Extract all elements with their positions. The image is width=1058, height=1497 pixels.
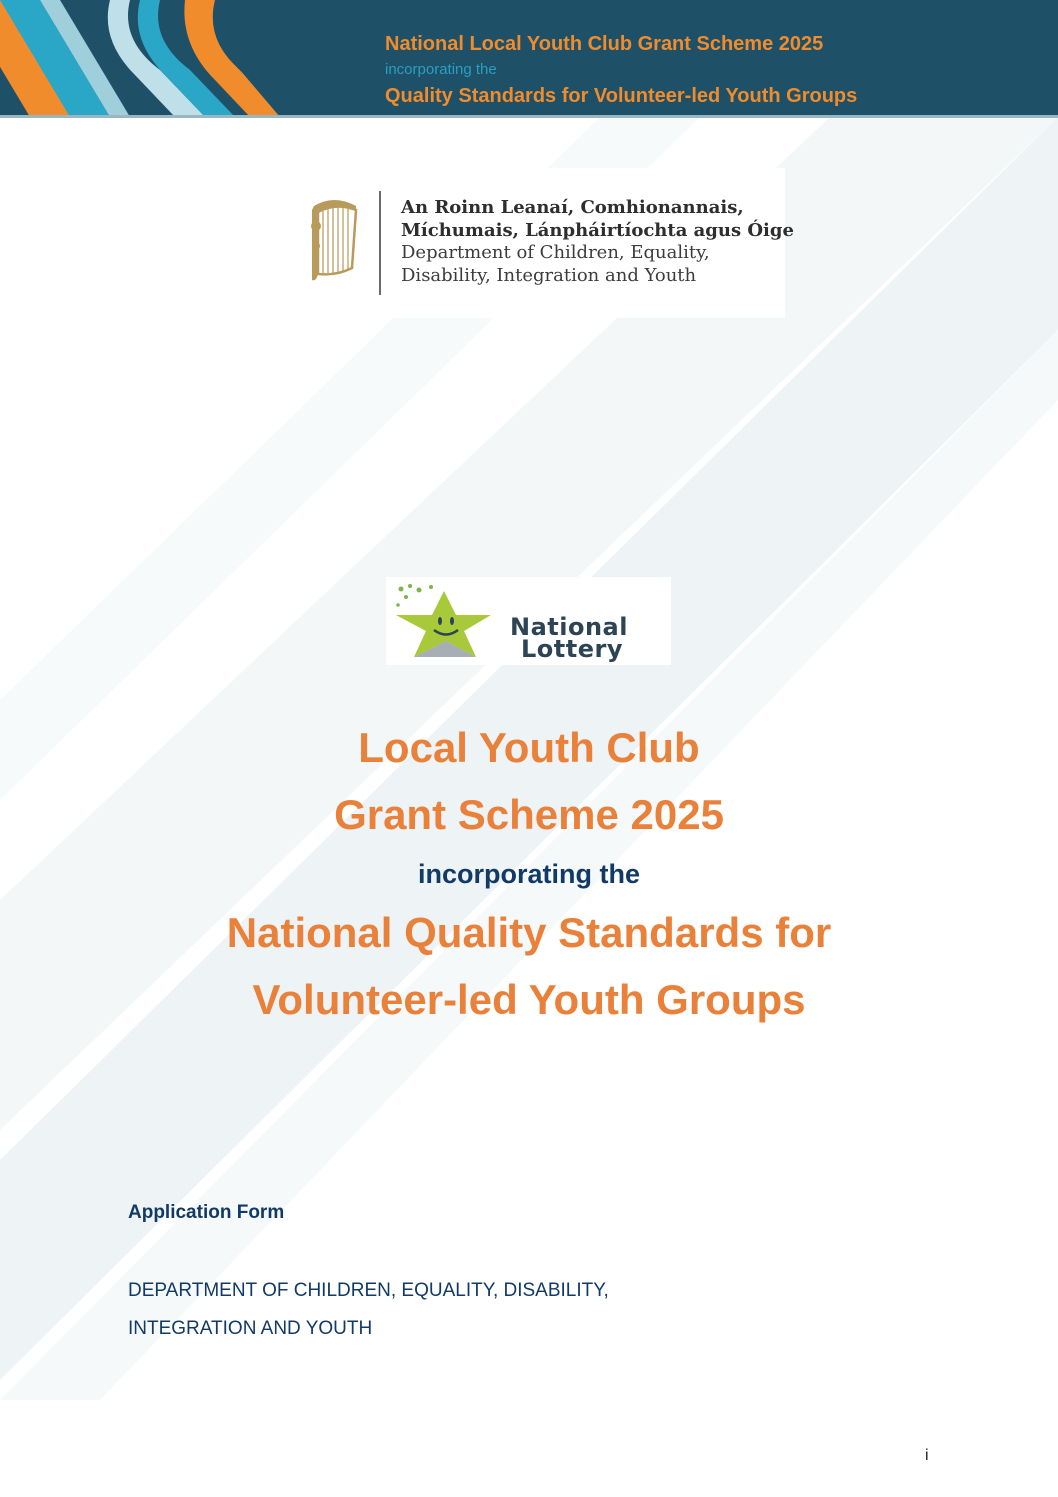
lottery-line-2: Lottery bbox=[521, 635, 623, 663]
page-number: i bbox=[925, 1447, 929, 1464]
header-title: National Local Youth Club Grant Scheme 2025 bbox=[385, 33, 824, 55]
header-title-2: Quality Standards for Volunteer-led Youth Groups bbox=[385, 85, 858, 107]
department-logo bbox=[300, 168, 794, 318]
logo-divider bbox=[379, 191, 381, 295]
cover-title-line-1: Local Youth Club bbox=[358, 724, 700, 771]
header-subtitle: incorporating the bbox=[385, 61, 497, 78]
application-form-label: Application Form bbox=[128, 1202, 285, 1223]
cover-subtitle: incorporating the bbox=[418, 859, 640, 889]
dept-line-english-2: Disability, Integration and Youth bbox=[401, 265, 697, 286]
cover-title-line-3: National Quality Standards for bbox=[226, 909, 832, 956]
national-lottery-logo bbox=[386, 577, 671, 665]
department-name-line-2: INTEGRATION AND YOUTH bbox=[128, 1318, 373, 1339]
dept-line-irish-1: An Roinn Leanaí, Comhionannais, bbox=[401, 197, 744, 218]
lottery-line-1: National bbox=[510, 613, 628, 641]
header-banner bbox=[0, 0, 1058, 117]
harp-icon bbox=[306, 196, 362, 286]
cover-title-line-2: Grant Scheme 2025 bbox=[334, 791, 724, 838]
department-name-line-1: DEPARTMENT OF CHILDREN, EQUALITY, DISABILITY, bbox=[128, 1280, 609, 1301]
header-decoration bbox=[0, 0, 300, 117]
dept-line-irish-2: Míchumais, Lánpháirtíochta agus Óige bbox=[401, 220, 794, 241]
header-divider bbox=[0, 115, 1058, 118]
dept-line-english-1: Department of Children, Equality, bbox=[401, 242, 710, 263]
star-icon bbox=[386, 577, 516, 665]
cover-title-line-4: Volunteer-led Youth Groups bbox=[252, 976, 806, 1023]
